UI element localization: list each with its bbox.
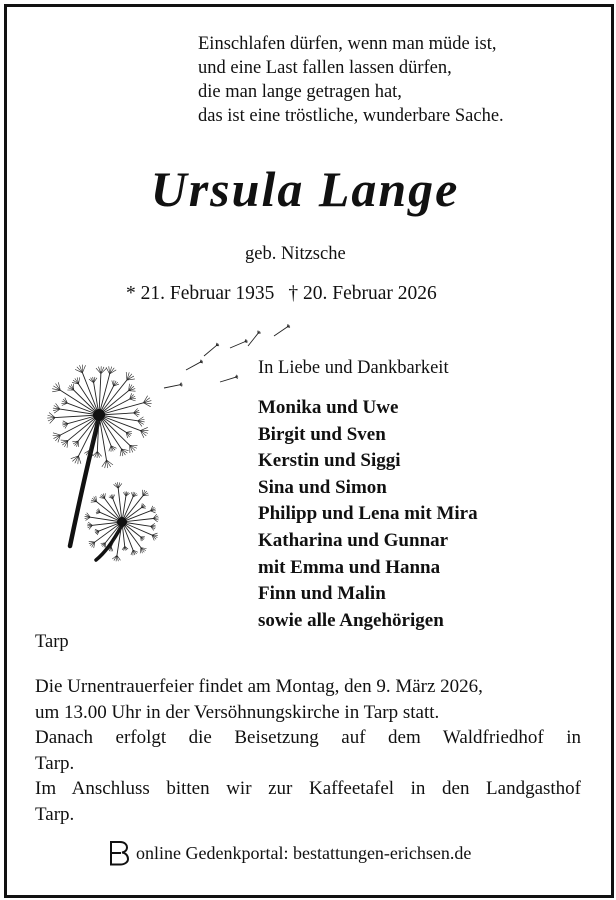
mourner-entry: Finn und Malin [258,583,386,605]
info-line: Tarp. [35,752,75,774]
info-line: Tarp. [35,803,75,825]
bestattungen-logo-icon [108,840,130,866]
poem-line: Einschlafen dürfen, wenn man müde ist, [198,34,497,54]
birth-date: * 21. Februar 1935 [126,283,275,304]
info-line: um 13.00 Uhr in der Versöhnungskirche in Tarp statt. [35,701,440,723]
info-line: Im Anschluss bitten wir zur Kaffeetafel in den Landgasthof [35,778,581,800]
mourner-entry: Birgit und Sven [258,423,386,445]
poem-line: und eine Last fallen lassen dürfen, [198,58,452,78]
poem-line: die man lange getragen hat, [198,82,402,102]
poem [198,32,504,128]
small-seed-head [117,517,127,527]
mourner-entry: Kerstin und Siggi [258,450,401,472]
mourner-entry: Philipp und Lena mit Mira [258,503,478,525]
mourner-entry: Monika und Uwe [258,397,399,418]
mourner-entry: Katharina und Gunnar [258,529,449,551]
footer [108,840,471,866]
mourner-entry: sowie alle Angehörigen [258,609,444,631]
mourners-list [258,395,478,634]
info-line: Danach erfolgt die Beisetzung auf dem Waldfriedhof in [35,727,581,749]
memorial-portal-text: online Gedenkportal: bestattungen-erichsen.de [136,842,472,863]
death-date: † 20. Februar 2026 [288,283,437,304]
funeral-info [35,674,581,828]
mourner-entry: mit Emma und Hanna [258,556,441,578]
info-line: Die Urnentrauerfeier findet am Montag, den 9. März 2026, [35,676,483,697]
mourners-intro: In Liebe und Dankbarkeit [258,358,449,378]
maiden-name: geb. Nitzsche [245,244,346,264]
poem-line: das ist eine tröstliche, wunderbare Sache. [198,106,504,126]
life-dates [126,283,437,305]
mourner-entry: Sina und Simon [258,476,387,498]
big-seed-head [93,409,105,421]
deceased-name: Ursula Lange [150,161,460,217]
place: Tarp [35,632,69,652]
